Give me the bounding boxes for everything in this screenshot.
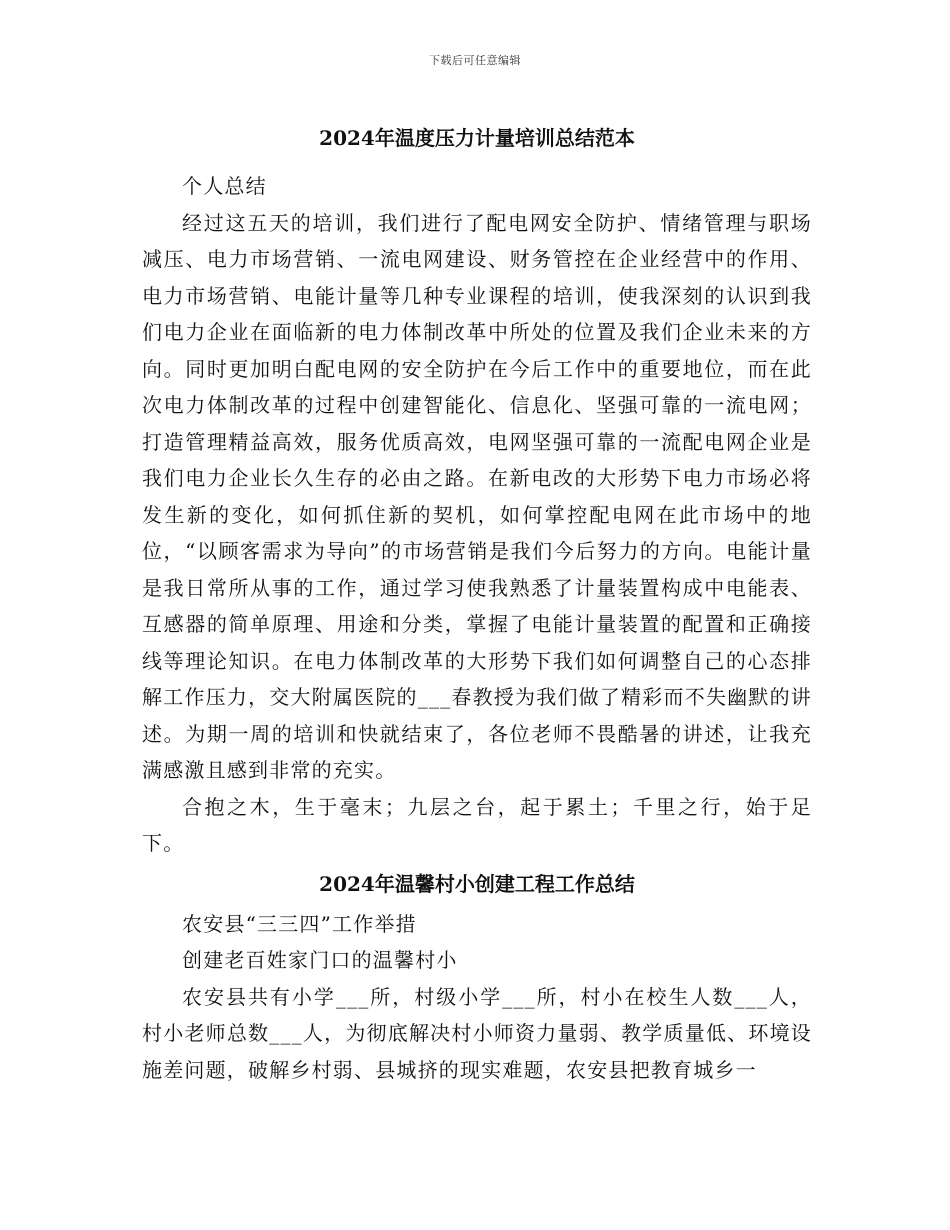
- section2-title: 2024年温馨村小创建工程工作总结: [319, 871, 635, 896]
- section2-paragraph-2: 创建老百姓家门口的温馨村小: [182, 948, 458, 972]
- section2-paragraph-3: 农安县共有小学___所，村级小学___所，村小在校生人数___人，村小老师总数___人，为彻底解决村小师资力量弱、教学质量低、环境设施差问题，破解乡村弱、县城挤的现实难题，农安县把教育城乡一: [142, 984, 812, 1082]
- section1-title: 2024年温度压力计量培训总结范本: [319, 126, 635, 150]
- section1-paragraph-1: 个人总结: [182, 174, 267, 198]
- document-body: [142, 120, 812, 1088]
- section2-paragraph-1: 农安县“三三四”工作举措: [182, 911, 417, 936]
- header-note: 下载后可任意编辑: [429, 54, 521, 67]
- section1-paragraph-2: 经过这五天的培训，我们进行了配电网安全防护、情绪管理与职场减压、电力市场营销、一流电网建设、财务管控在企业经营中的作用、电力市场营销、电能计量等几种专业课程的培训，使我深刻的认识到我们电力企业在面临新的电力体制改革中所处的位置及我们企业未来的方向。同时更加明白配电网的安全防护在今后工作中的重要地位，而在此次电力体制改革的过程中创建智能化、信息化、坚强可靠的一流电网；打造管理精益高效，服务优质高效，电网坚强可靠的一流配电网企业是我们电力企业长久生存的必由之路。在新电改的大形势下电力市场必将发生新的变化，如何抓住新的契机，如何掌控配电网在此市场中的地位，“以顾客需求为导向”的市场营销是我们今后努力的方向。电能计量是我日常所从事的工作，通过学习使我熟悉了计量装置构成中电能表、互感器的简单原理、用途和分类，掌握了电能计量装置的配置和正确接线等理论知识。在电力体制改革的大形势下我们如何调整自己的心态排解工作压力，交大附属医院的___春教授为我们做了精彩而不失幽默的讲述。为期一周的培训和快就结束了，各位老师不畏酷暑的讲述，让我充满感激且感到非常的充实。: [142, 210, 812, 782]
- section1-paragraph-3: 合抱之木，生于毫末；九层之台，起于累土；千里之行，始于足下。: [142, 794, 812, 855]
